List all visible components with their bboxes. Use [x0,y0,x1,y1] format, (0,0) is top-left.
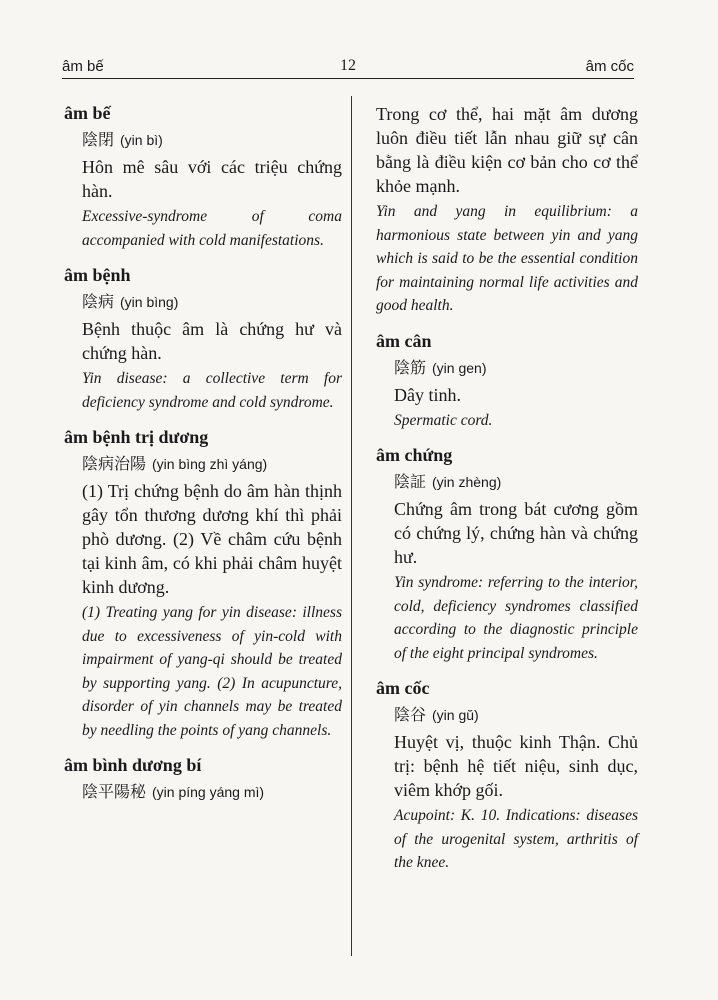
vietnamese-definition: Hôn mê sâu với các triệu chứng hàn. [82,157,342,201]
han-characters: 陰谷 (yin gŭ) [394,705,479,724]
han-characters: 陰閉 (yin bì) [82,130,163,149]
han-characters: 陰筋 (yin gen) [394,357,487,377]
running-header [62,54,634,79]
headword: âm cốc [376,678,430,698]
english-definition: Excessive-syndrome of coma accompanied with cold manifestations. [82,208,342,249]
english-definition: Spermatic cord. [394,411,493,429]
pinyin: (yin gen) [432,359,487,376]
pinyin: (yin gŭ) [432,707,479,723]
han-characters: 陰病治陽 (yin bìng zhì yáng) [82,454,268,473]
english-definition: (1) Treating yang for yin disease: illness due to excessiveness of yin-cold with impairment of yang-qi should be treated by supporting yang. (2) In acupuncture, disorder of yin channels may be treated by needling the points of yang channels. [82,604,342,739]
english-definition: Yin syndrome: referring to the interior, cold, deficiency syndromes classified according to the diagnostic principle of the eight principal syndromes. [394,574,638,662]
entry-am-coc [376,677,638,875]
headword: âm bình dương bí [64,755,202,775]
right-column [376,102,638,887]
english-definition: Yin disease: a collective term for deficiency syndrome and cold syndrome. [82,370,342,411]
entry-am-can [376,330,638,433]
entry-continuation [376,102,638,318]
vietnamese-definition: (1) Trị chứng bệnh do âm hàn thịnh gây tổn thương dương khí thì phải phò dương. (2) Về châm cứu bệnh tại kinh âm, có khi phải châm huyệt kinh dương. [82,481,342,597]
entry-am-chung [376,444,638,665]
vietnamese-definition: Trong cơ thể, hai mặt âm dương luôn điều tiết lẫn nhau giữ sự cân bằng là điều kiện cơ bản cho cơ thể khỏe mạnh. [376,104,638,196]
headword: âm bệnh [64,265,131,285]
header-first-entry: âm bế [62,58,104,75]
vietnamese-definition: Huyệt vị, thuộc kinh Thận. Chủ trị: bệnh hệ tiết niệu, sinh dục, viêm khớp gối. [394,732,638,800]
pinyin: (yin bìng zhì yáng) [152,456,268,472]
entry-am-binh-duong-bi [64,754,342,803]
pinyin: (yin zhèng) [432,474,502,490]
vietnamese-definition: Bệnh thuộc âm là chứng hư và chứng hàn. [82,319,342,363]
left-column [64,102,342,815]
han-characters: 陰病 (yin bìng) [82,292,179,311]
headword: âm cân [376,330,432,351]
pinyin: (yin píng yáng mì) [152,784,265,800]
english-definition: Acupoint: K. 10. Indications: diseases of the urogenital system, arthritis of the knee. [394,807,638,871]
english-definition: Yin and yang in equilibrium: a harmonious state between yin and yang which is said to be the essential condition for maintaining normal life activities and good health. [376,203,638,314]
column-divider [351,96,352,956]
header-last-entry: âm cốc [585,58,634,75]
page-number: 12 [340,57,356,74]
pinyin: (yin bìng) [120,294,179,310]
entry-am-benh [64,264,342,414]
entry-am-benh-tri-duong [64,426,342,742]
pinyin: (yin bì) [120,132,163,148]
headword: âm chứng [376,445,453,465]
han-characters: 陰証 (yin zhèng) [394,472,502,491]
headword: âm bế [64,103,111,123]
vietnamese-definition: Chứng âm trong bát cương gồm có chứng lý, chứng hàn và chứng hư. [394,499,638,567]
entry-am-be [64,102,342,252]
han-characters: 陰平陽秘 (yin píng yáng mì) [82,782,265,801]
headword: âm bệnh trị dương [64,427,209,447]
vietnamese-definition: Dây tinh. [394,384,461,405]
